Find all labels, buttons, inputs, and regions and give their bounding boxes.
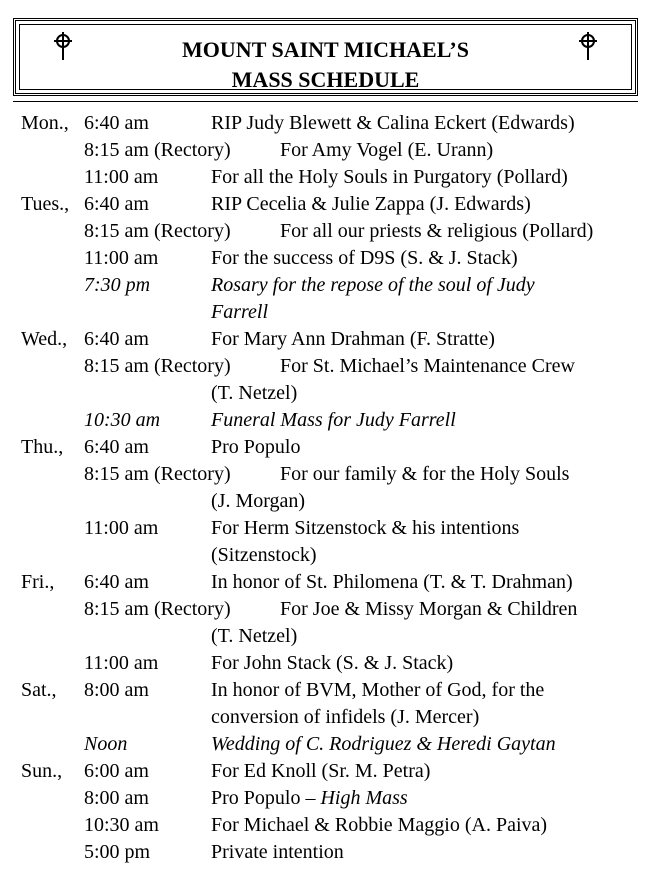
schedule-row (0, 299, 650, 326)
day-label: Thu., (21, 436, 64, 458)
mass-time: Noon (84, 733, 128, 755)
mass-intention: For Herm Sitzenstock & his intentions (211, 517, 520, 539)
schedule-row (0, 272, 650, 299)
mass-intention: For Mary Ann Drahman (F. Stratte) (211, 328, 495, 350)
mass-intention: Private intention (211, 841, 344, 863)
schedule-row (0, 137, 650, 164)
mass-intention: Rosary for the repose of the soul of Judy (211, 274, 535, 296)
mass-intention: For the success of D9S (S. & J. Stack) (211, 247, 518, 269)
schedule-row (0, 839, 650, 866)
mass-intention: In honor of BVM, Mother of God, for the (211, 679, 545, 701)
mass-intention: Wedding of C. Rodriguez & Heredi Gaytan (211, 733, 556, 755)
schedule-row (0, 434, 650, 461)
mass-time: 10:30 am (84, 814, 159, 836)
mass-time: 6:40 am (84, 112, 149, 134)
mass-intention: For all the Holy Souls in Purgatory (Pollard) (211, 166, 568, 188)
mass-intention-continued: (Sitzenstock) (211, 544, 317, 566)
schedule-row (0, 380, 650, 407)
mass-time: 6:40 am (84, 436, 149, 458)
header-inner-border (19, 24, 632, 90)
mass-intention: For Joe & Missy Morgan & Children (280, 598, 578, 620)
mass-time: 8:00 am (84, 679, 149, 701)
mass-intention: Pro Populo (211, 436, 301, 458)
mass-time: 8:15 am (Rectory) (84, 598, 231, 620)
mass-time: 10:30 am (84, 409, 161, 431)
schedule-row (0, 596, 650, 623)
mass-time: 8:15 am (Rectory) (84, 139, 231, 161)
day-label: Wed., (21, 328, 68, 350)
schedule-row (0, 785, 650, 812)
mass-time: 6:40 am (84, 571, 149, 593)
schedule-header (13, 18, 638, 96)
day-label: Sat., (21, 679, 57, 701)
mass-intention: RIP Judy Blewett & Calina Eckert (Edwards) (211, 112, 575, 134)
mass-time: 5:00 pm (84, 841, 151, 863)
schedule-row (0, 245, 650, 272)
mass-intention: For Amy Vogel (E. Urann) (280, 139, 494, 161)
mass-time: 11:00 am (84, 247, 159, 269)
day-label: Tues., (21, 193, 70, 215)
day-label: Sun., (21, 760, 63, 782)
mass-intention: For John Stack (S. & J. Stack) (211, 652, 454, 674)
mass-intention: Funeral Mass for Judy Farrell (211, 409, 456, 431)
intention-emphasis: High Mass (320, 787, 408, 809)
mass-intention-continued: (T. Netzel) (211, 382, 298, 404)
schedule-row (0, 731, 650, 758)
schedule-row (0, 758, 650, 785)
mass-intention: In honor of St. Philomena (T. & T. Drahman) (211, 571, 573, 593)
schedule-row (0, 569, 650, 596)
mass-intention-continued: conversion of infidels (J. Mercer) (211, 706, 480, 728)
schedule-row (0, 704, 650, 731)
mass-intention: RIP Cecelia & Julie Zappa (J. Edwards) (211, 193, 531, 215)
schedule-row (0, 677, 650, 704)
schedule-row (0, 407, 650, 434)
mass-intention: For Michael & Robbie Maggio (A. Paiva) (211, 814, 548, 836)
mass-time: 6:40 am (84, 193, 149, 215)
schedule-row (0, 812, 650, 839)
mass-time: 6:40 am (84, 328, 149, 350)
mass-intention: For St. Michael’s Maintenance Crew (280, 355, 575, 377)
schedule-row (0, 623, 650, 650)
schedule-row (0, 110, 650, 137)
schedule-row (0, 488, 650, 515)
mass-time: 8:15 am (Rectory) (84, 220, 231, 242)
schedule-row (0, 650, 650, 677)
schedule-row (0, 353, 650, 380)
header-title-line1: MOUNT SAINT MICHAEL’S (182, 37, 469, 62)
mass-time: 7:30 pm (84, 274, 151, 296)
schedule-row (0, 218, 650, 245)
mass-intention: For all our priests & religious (Pollard) (280, 220, 594, 242)
mass-intention-continued: Farrell (211, 301, 269, 323)
schedule-row (0, 191, 650, 218)
mass-intention: For Ed Knoll (Sr. M. Petra) (211, 760, 431, 782)
mass-time: 8:00 am (84, 787, 149, 809)
mass-time: 11:00 am (84, 517, 159, 539)
mass-intention (211, 785, 408, 812)
day-label: Mon., (21, 112, 69, 134)
mass-intention: For our family & for the Holy Souls (280, 463, 570, 485)
mass-intention-continued: (T. Netzel) (211, 625, 298, 647)
mass-schedule (0, 110, 650, 866)
header-title-line2: MASS SCHEDULE (231, 67, 420, 92)
schedule-row (0, 326, 650, 353)
mass-time: 11:00 am (84, 166, 159, 188)
header-rule (13, 101, 638, 102)
mass-time: 11:00 am (84, 652, 159, 674)
mass-time: 6:00 am (84, 760, 149, 782)
day-label: Fri., (21, 571, 55, 593)
mass-intention-continued: (J. Morgan) (211, 490, 306, 512)
mass-time: 8:15 am (Rectory) (84, 355, 231, 377)
schedule-row (0, 515, 650, 542)
schedule-row (0, 164, 650, 191)
schedule-row (0, 461, 650, 488)
mass-time: 8:15 am (Rectory) (84, 463, 231, 485)
intention-text: Pro Populo – (211, 787, 316, 809)
schedule-row (0, 542, 650, 569)
